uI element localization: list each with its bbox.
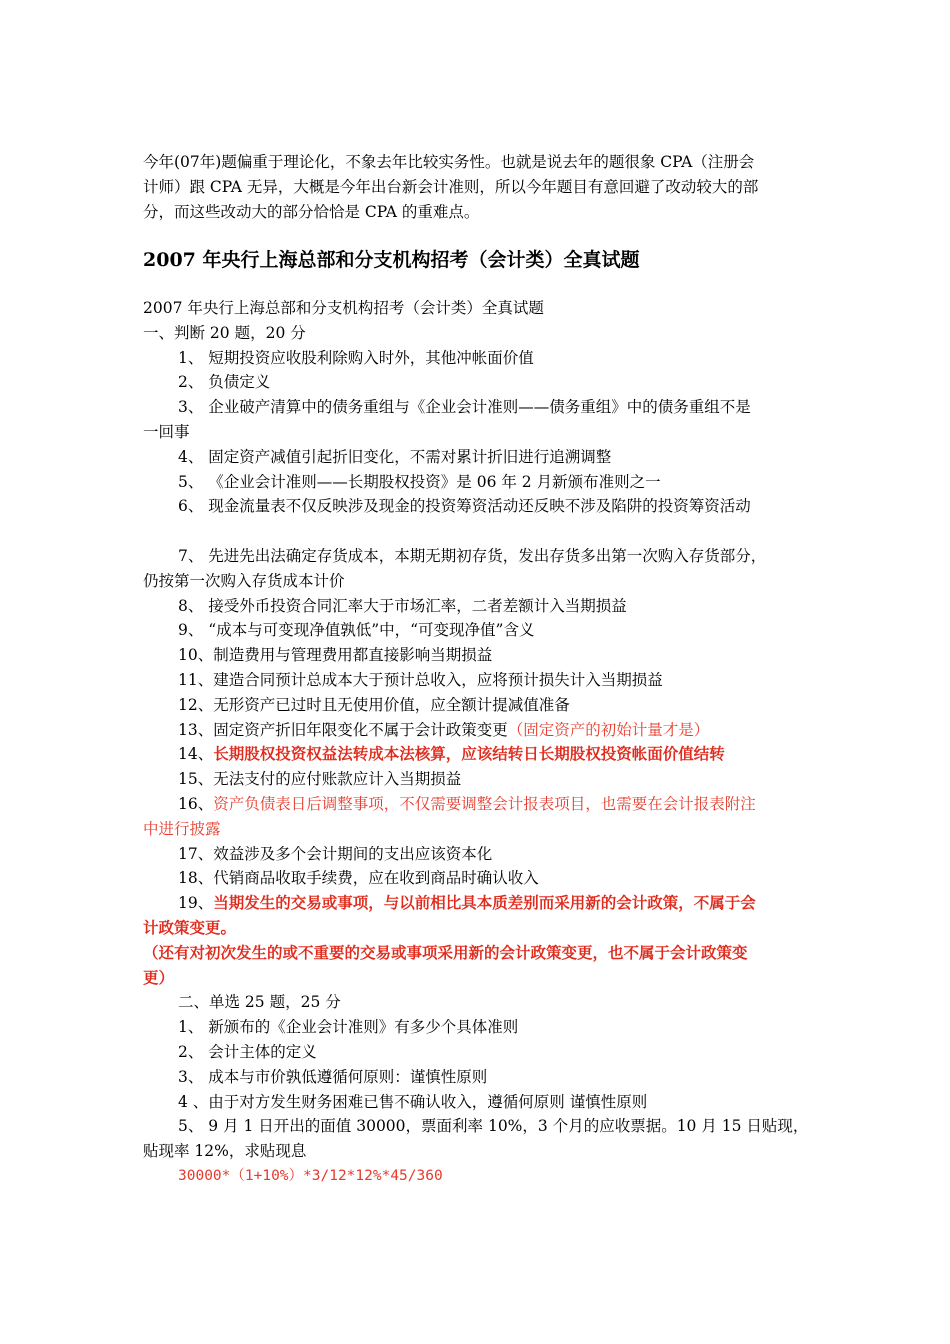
question-item: 3、 企业破产清算中的债务重组与《企业会计准则——债务重组》中的债务重组不是	[178, 398, 751, 417]
question-item	[143, 891, 818, 916]
intro-paragraph	[143, 150, 813, 225]
exam-subtitle: 2007 年央行上海总部和分支机构招考（会计类）全真试题	[143, 299, 544, 317]
question-item	[143, 718, 818, 743]
question-item-continued: 贴现率 12%，求贴现息	[143, 1142, 307, 1161]
section-title-true-false: 一、判断 20 题，20 分	[143, 323, 306, 342]
section-title-single-choice: 二、单选 25 题，25 分	[178, 993, 341, 1012]
question-item	[143, 792, 818, 817]
question-item: 15、无法支付的应付账款应计入当期损益	[178, 770, 462, 789]
question-item-continued: 中进行披露	[143, 819, 221, 838]
question-item: 2、 负债定义	[178, 373, 271, 392]
blank-line	[143, 519, 818, 544]
exam-content	[143, 296, 818, 1189]
question-item	[143, 742, 818, 767]
question-number: 19、	[178, 894, 214, 913]
question-number: 14、	[178, 745, 214, 764]
intro-line: 分，而这些改动大的部分恰恰是 CPA 的重难点。	[143, 203, 480, 221]
question-text-highlighted: 当期发生的交易或事项，与以前相比具本质差别而采用新的会计政策，不属于会	[213, 893, 756, 913]
question-item: 4、 固定资产减值引起折旧变化，不需对累计折旧进行追溯调整	[178, 447, 612, 466]
question-item: 4 、由于对方发生财务困难已售不确认收入，遵循何原则 谨慎性原则	[178, 1092, 648, 1111]
question-item-continued: 一回事	[143, 422, 190, 441]
answer-formula: 30000*（1+10%）*3/12*12%*45/360	[178, 1167, 443, 1184]
question-number: 16、	[178, 794, 214, 813]
question-item: 1、 短期投资应收股利除购入时外，其他冲帐面价值	[178, 348, 534, 367]
question-item: 1、 新颁布的《企业会计准则》有多少个具体准则	[178, 1018, 519, 1037]
answer-note: （固定资产的初始计量才是）	[507, 720, 710, 739]
question-text: 13、固定资产折旧年限变化不属于会计政策变更	[178, 720, 508, 739]
intro-line: 计师）跟 CPA 无异，大概是今年出台新会计准则，所以今年题目有意回避了改动较大的部	[143, 178, 759, 196]
question-item: 9、 “成本与可变现净值孰低”中，“可变现净值”含义	[178, 621, 535, 640]
question-item: 6、 现金流量表不仅反映涉及现金的投资筹资活动还反映不涉及陷阱的投资筹资活动	[178, 497, 751, 516]
question-item: 11、建造合同预计总成本大于预计总收入，应将预计损失计入当期损益	[178, 670, 663, 689]
question-item: 12、无形资产已过时且无使用价值，应全额计提减值准备	[178, 695, 570, 714]
question-item: 2、 会计主体的定义	[178, 1042, 317, 1061]
question-item: 5、 9 月 1 日开出的面值 30000，票面利率 10%，3 个月的应收票据。10 月 15 日贴现，	[178, 1117, 809, 1136]
question-item: 17、效益涉及多个会计期间的支出应该资本化	[178, 844, 493, 863]
question-item: 3、 成本与市价孰低遵循何原则：谨慎性原则	[178, 1067, 488, 1086]
question-item: 5、 《企业会计准则——长期股权投资》是 06 年 2 月新颁布准则之一	[178, 472, 661, 491]
question-text-highlighted: 长期股权投资权益法转成本法核算，应该结转日长期股权投资帐面价值结转	[213, 744, 725, 764]
answer-note: （还有对初次发生的或不重要的交易或事项采用新的会计政策变更，也不属于会计政策变	[143, 942, 748, 962]
question-text-highlighted: 资产负债表日后调整事项，不仅需要调整会计报表项目，也需要在会计报表附注	[213, 794, 756, 813]
question-item: 7、 先进先出法确定存货成本，本期无期初存货，发出存货多出第一次购入存货部分，	[178, 546, 767, 565]
answer-note-continued: 更）	[143, 967, 175, 987]
question-item: 8、 接受外币投资合同汇率大于市场汇率，二者差额计入当期损益	[178, 596, 627, 615]
intro-line: 今年(07年)题偏重于理论化，不象去年比较实务性。也就是说去年的题很象 CPA（注册会	[143, 153, 755, 171]
question-item-continued: 计政策变更。	[143, 917, 237, 937]
question-item: 10、制造费用与管理费用都直接影响当期损益	[178, 646, 493, 665]
question-item-continued: 仍按第一次购入存货成本计价	[143, 571, 345, 590]
document-heading: 2007 年央行上海总部和分支机构招考（会计类）全真试题	[143, 249, 640, 271]
question-item: 18、代销商品收取手续费，应在收到商品时确认收入	[178, 869, 539, 888]
